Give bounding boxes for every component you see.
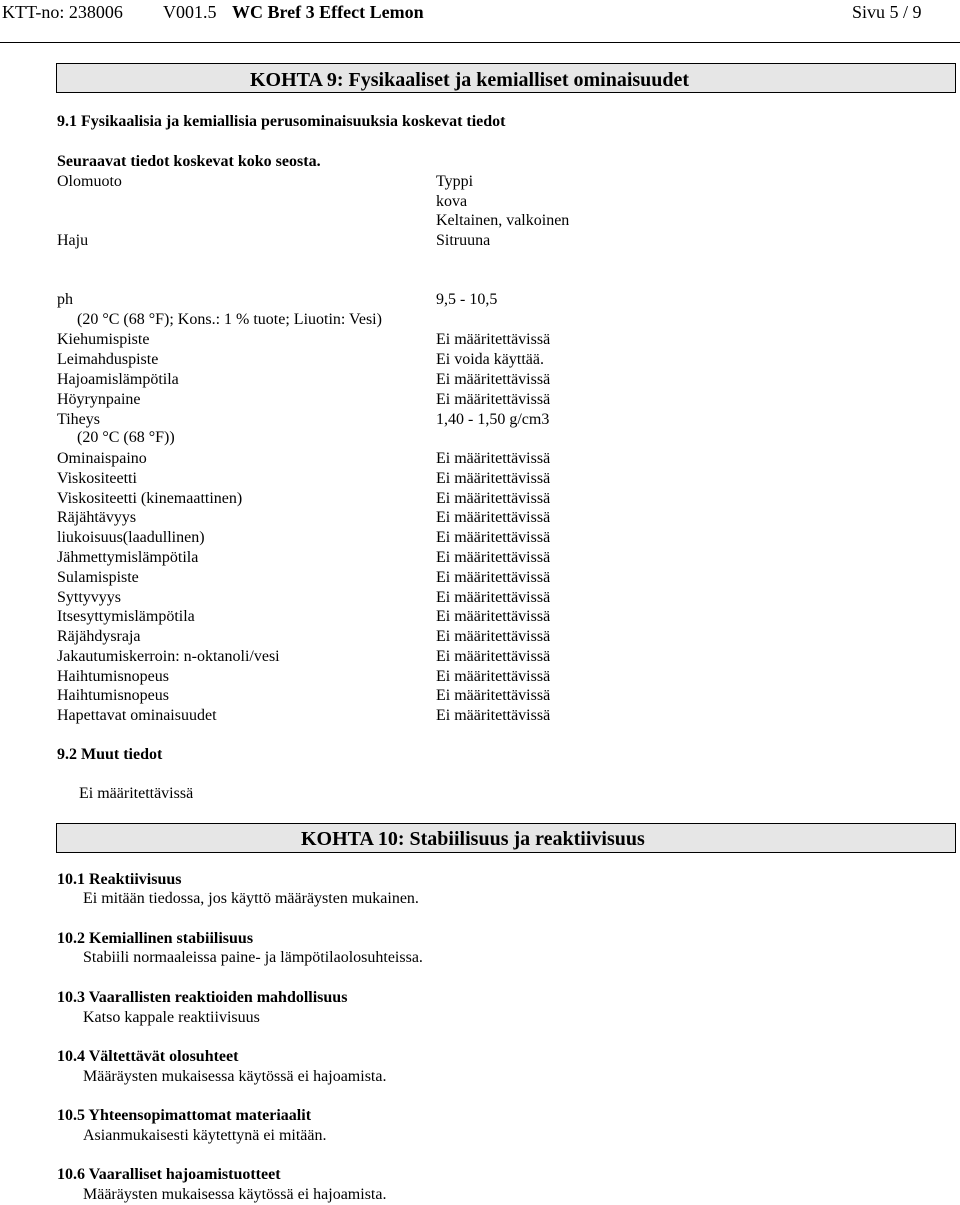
property-value: Ei määritettävissä — [436, 668, 551, 685]
page-number: Sivu 5 / 9 — [852, 2, 922, 22]
version: V001.5 — [163, 2, 217, 22]
mixture-note: Seuraavat tiedot koskevat koko seosta. — [57, 153, 321, 170]
subsection-text: Määräysten mukaisessa käytössä ei hajoamista. — [83, 1068, 387, 1085]
property-row — [57, 529, 577, 549]
property-value: Ei määritettävissä — [436, 450, 551, 467]
olomuoto-value: kova — [436, 193, 468, 210]
property-value: Ei määritettävissä — [436, 529, 551, 546]
property-label: Räjähdysraja — [57, 628, 141, 645]
property-value: Ei määritettävissä — [436, 569, 551, 586]
property-value: Ei määritettävissä — [436, 490, 551, 507]
subsection-heading: 10.4 Vältettävät olosuhteet — [57, 1048, 239, 1065]
property-row — [57, 549, 577, 569]
property-label: Ominaispaino — [57, 450, 147, 467]
subsection-heading: 10.2 Kemiallinen stabiilisuus — [57, 930, 254, 947]
property-value: Ei määritettävissä — [436, 707, 551, 724]
property-label: Itsesyttymislämpötila — [57, 608, 195, 625]
subsection-text: Stabiili normaaleissa paine- ja lämpötilaolosuhteissa. — [83, 949, 423, 966]
property-label: liukoisuus(laadullinen) — [57, 529, 205, 546]
property-row — [57, 391, 577, 411]
property-value: Ei määritettävissä — [436, 391, 551, 408]
property-value: Ei määritettävissä — [436, 549, 551, 566]
property-value: Ei määritettävissä — [436, 509, 551, 526]
property-label: Tiheys — [57, 411, 100, 428]
subsection-9-2: 9.2 Muut tiedot — [57, 746, 163, 763]
ph-condition: (20 °C (68 °F); Kons.: 1 % tuote; Liuotin: Vesi) — [77, 311, 382, 328]
property-label: Räjähtävyys — [57, 509, 137, 526]
haju-value: Sitruuna — [436, 232, 491, 249]
property-value: Ei määritettävissä — [436, 628, 551, 645]
property-value: 1,40 - 1,50 g/cm3 — [436, 411, 550, 428]
property-value: Ei määritettävissä — [436, 331, 551, 348]
property-row — [57, 687, 577, 707]
property-row — [57, 707, 577, 727]
property-label: Kiehumispiste — [57, 331, 150, 348]
property-value: Ei määritettävissä — [436, 470, 551, 487]
property-label: Haihtumisnopeus — [57, 687, 169, 704]
section-9-title: KOHTA 9: Fysikaaliset ja kemialliset ominaisuudet — [250, 69, 690, 91]
property-label: Viskositeetti (kinemaattinen) — [57, 490, 243, 507]
property-value: Ei määritettävissä — [436, 608, 551, 625]
property-label: Haihtumisnopeus — [57, 668, 169, 685]
property-row — [57, 450, 577, 470]
property-row — [57, 371, 577, 391]
header-rule — [0, 42, 960, 43]
property-label: Hapettavat ominaisuudet — [57, 707, 217, 724]
ph-label: ph — [57, 291, 73, 308]
subsection-text: Määräysten mukaisessa käytössä ei hajoamista. — [83, 1186, 387, 1203]
property-label: Leimahduspiste — [57, 351, 159, 368]
section-9-header — [56, 63, 956, 93]
property-label: Höyrynpaine — [57, 391, 141, 408]
property-label: Jakautumiskerroin: n-oktanoli/vesi — [57, 648, 280, 665]
property-value: Ei määritettävissä — [436, 371, 551, 388]
subsection-heading: 10.5 Yhteensopimattomat materiaalit — [57, 1107, 312, 1124]
tiheys-condition: (20 °C (68 °F)) — [77, 429, 175, 446]
property-row — [57, 628, 577, 648]
property-value: Ei määritettävissä — [436, 589, 551, 606]
section-10-title: KOHTA 10: Stabiilisuus ja reaktiivisuus — [301, 828, 645, 850]
section-10-header — [56, 823, 956, 853]
property-row — [57, 589, 577, 609]
property-label: Viskositeetti — [57, 470, 137, 487]
property-row — [57, 351, 577, 371]
property-row — [57, 608, 577, 628]
property-row — [57, 509, 577, 529]
olomuoto-value: Typpi — [436, 173, 474, 190]
haju-label: Haju — [57, 232, 89, 249]
property-label: Syttyvyys — [57, 589, 122, 606]
subsection-text: Katso kappale reaktiivisuus — [83, 1009, 260, 1026]
property-row — [57, 648, 577, 668]
property-row — [57, 331, 577, 351]
property-row — [57, 569, 577, 589]
subsection-text: Asianmukaisesti käytettynä ei mitään. — [83, 1127, 327, 1144]
product-name: WC Bref 3 Effect Lemon — [232, 2, 424, 22]
olomuoto-value: Keltainen, valkoinen — [436, 212, 570, 229]
property-value: Ei voida käyttää. — [436, 351, 544, 368]
property-row — [57, 411, 577, 431]
olomuoto-label: Olomuoto — [57, 173, 122, 190]
subsection-9-1: 9.1 Fysikaalisia ja kemiallisia perusominaisuuksia koskevat tiedot — [57, 113, 506, 130]
subsection-heading: 10.6 Vaaralliset hajoamistuotteet — [57, 1166, 281, 1183]
property-value: Ei määritettävissä — [436, 648, 551, 665]
property-row — [57, 470, 577, 490]
subsection-heading: 10.1 Reaktiivisuus — [57, 871, 182, 888]
ph-value: 9,5 - 10,5 — [436, 291, 498, 308]
ktt-number: KTT-no: 238006 — [2, 2, 123, 22]
property-label: Jähmettymislämpötila — [57, 549, 199, 566]
subsection-text: Ei mitään tiedossa, jos käyttö määräysten mukainen. — [83, 890, 419, 907]
property-label: Sulamispiste — [57, 569, 139, 586]
other-info-value: Ei määritettävissä — [79, 785, 194, 802]
property-label: Hajoamislämpötila — [57, 371, 179, 388]
subsection-heading: 10.3 Vaarallisten reaktioiden mahdollisuus — [57, 989, 348, 1006]
property-row — [57, 490, 577, 510]
property-row — [57, 668, 577, 688]
property-value: Ei määritettävissä — [436, 687, 551, 704]
